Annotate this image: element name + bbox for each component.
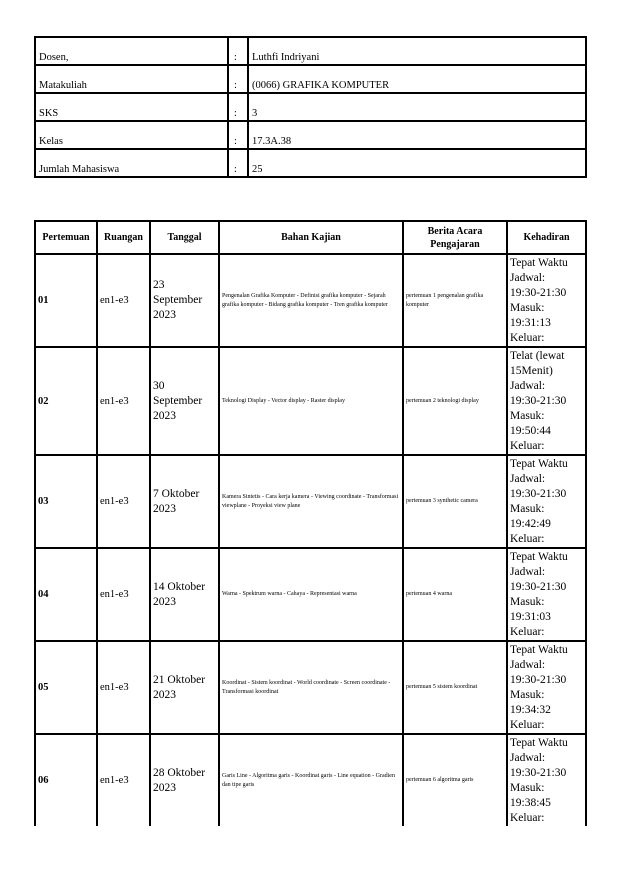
info-value: Luthfi Indriyani — [248, 37, 586, 65]
info-value: 25 — [248, 149, 586, 177]
attendance — [507, 734, 586, 826]
meeting-report: pertemuan 2 teknologi display — [403, 347, 507, 455]
info-value: (0066) GRAFIKA KOMPUTER — [248, 65, 586, 93]
info-row-dosen — [35, 37, 586, 65]
attendance-status: Tepat Waktu — [510, 458, 568, 470]
meeting-date: 14 Oktober 2023 — [150, 548, 219, 641]
attendance-line: 19:30-21:30 — [510, 767, 567, 779]
header-berita-acara: Berita Acara Pengajaran — [403, 221, 507, 254]
info-separator: : — [228, 65, 248, 93]
info-separator: : — [228, 37, 248, 65]
table-row — [35, 548, 586, 641]
meeting-topic: Kamera Sintetis - Cara kerja kamera - Viewing coordinate - Transformasi viewplane - Proyeksi view plane — [219, 455, 403, 548]
header-pertemuan: Pertemuan — [35, 221, 97, 254]
meeting-table — [34, 220, 587, 826]
attendance-line: Jadwal: — [510, 380, 546, 392]
meeting-room: en1-e3 — [97, 347, 150, 455]
header-tanggal: Tanggal — [150, 221, 219, 254]
attendance-line: Keluar: — [510, 626, 545, 638]
info-value: 17.3A.38 — [248, 121, 586, 149]
attendance — [507, 347, 586, 455]
attendance-line: Masuk: — [510, 302, 545, 314]
meeting-number: 05 — [35, 641, 97, 734]
meeting-date: 7 Oktober 2023 — [150, 455, 219, 548]
attendance-line: 15Menit) — [510, 365, 553, 377]
attendance-line: Keluar: — [510, 332, 545, 344]
table-row — [35, 455, 586, 548]
attendance-status: Tepat Waktu — [510, 644, 568, 656]
meeting-room: en1-e3 — [97, 641, 150, 734]
info-row-kelas — [35, 121, 586, 149]
meeting-topic: Warna - Spektrum warna - Cahaya - Representasi warna — [219, 548, 403, 641]
meeting-number: 06 — [35, 734, 97, 826]
meeting-number: 04 — [35, 548, 97, 641]
info-row-sks — [35, 93, 586, 121]
header-kehadiran: Kehadiran — [507, 221, 586, 254]
attendance-line: Masuk: — [510, 410, 545, 422]
info-label: Matakuliah — [35, 65, 228, 93]
info-label: Kelas — [35, 121, 228, 149]
attendance-status: Tepat Waktu — [510, 551, 568, 563]
info-value: 3 — [248, 93, 586, 121]
info-label: Dosen, — [35, 37, 228, 65]
attendance-line: Masuk: — [510, 503, 545, 515]
attendance-line: Keluar: — [510, 440, 545, 452]
meeting-topic: Teknologi Display - Vector display - Raster display — [219, 347, 403, 455]
attendance-line: 19:30-21:30 — [510, 674, 567, 686]
header-ruangan: Ruangan — [97, 221, 150, 254]
attendance-line: 19:30-21:30 — [510, 395, 567, 407]
meeting-date: 28 Oktober 2023 — [150, 734, 219, 826]
attendance-line: 19:30-21:30 — [510, 581, 567, 593]
attendance-line: Jadwal: — [510, 752, 546, 764]
meeting-number: 02 — [35, 347, 97, 455]
attendance — [507, 641, 586, 734]
info-separator: : — [228, 121, 248, 149]
attendance-status: Tepat Waktu — [510, 257, 568, 269]
attendance-status: Telat (lewat — [510, 350, 565, 362]
attendance-line: Masuk: — [510, 689, 545, 701]
table-row — [35, 734, 586, 826]
attendance-status: Tepat Waktu — [510, 737, 568, 749]
attendance-line: Masuk: — [510, 596, 545, 608]
attendance-line: 19:50:44 — [510, 425, 551, 437]
attendance-line: Keluar: — [510, 719, 545, 731]
meeting-room: en1-e3 — [97, 734, 150, 826]
attendance — [507, 548, 586, 641]
meeting-topic: Koordinat - Sistem koordinat - World coordinate - Screen coordinate - Transformasi koordinat — [219, 641, 403, 734]
attendance-line: 19:30-21:30 — [510, 488, 567, 500]
meeting-report: pertemuan 6 algoritma garis — [403, 734, 507, 826]
meeting-report: pertemuan 5 sistem koordinat — [403, 641, 507, 734]
meeting-date: 21 Oktober 2023 — [150, 641, 219, 734]
course-info-table — [34, 36, 587, 178]
info-row-jumlah-mahasiswa — [35, 149, 586, 177]
meeting-report: pertemuan 4 warna — [403, 548, 507, 641]
attendance-line: 19:42:49 — [510, 518, 551, 530]
attendance-line: Jadwal: — [510, 659, 546, 671]
meeting-room: en1-e3 — [97, 548, 150, 641]
meeting-room: en1-e3 — [97, 455, 150, 548]
info-label: Jumlah Mahasiswa — [35, 149, 228, 177]
attendance-line: Jadwal: — [510, 272, 546, 284]
attendance-line: 19:38:45 — [510, 797, 551, 809]
attendance-line: 19:31:03 — [510, 611, 551, 623]
attendance-line: 19:34:32 — [510, 704, 551, 716]
attendance-line: 19:30-21:30 — [510, 287, 567, 299]
meeting-table-header — [35, 221, 586, 254]
info-separator: : — [228, 149, 248, 177]
meeting-number: 03 — [35, 455, 97, 548]
info-label: SKS — [35, 93, 228, 121]
meeting-date: 23 September 2023 — [150, 254, 219, 347]
meeting-report: pertemuan 1 pengenalan grafika komputer — [403, 254, 507, 347]
meeting-room: en1-e3 — [97, 254, 150, 347]
table-row — [35, 641, 586, 734]
header-bahan-kajian: Bahan Kajian — [219, 221, 403, 254]
info-row-matakuliah — [35, 65, 586, 93]
attendance — [507, 254, 586, 347]
meeting-topic: Garis Line - Algoritma garis - Koordinat garis - Line equation - Gradien dan tipe garis — [219, 734, 403, 826]
attendance-line: 19:31:13 — [510, 317, 551, 329]
attendance-line: Keluar: — [510, 533, 545, 545]
table-row — [35, 254, 586, 347]
meeting-date: 30 September 2023 — [150, 347, 219, 455]
attendance — [507, 455, 586, 548]
attendance-line: Masuk: — [510, 782, 545, 794]
attendance-line: Keluar: — [510, 812, 545, 824]
attendance-line: Jadwal: — [510, 473, 546, 485]
attendance-line: Jadwal: — [510, 566, 546, 578]
meeting-report: pertemuan 3 synthetic camera — [403, 455, 507, 548]
meeting-topic: Pengenalan Grafika Komputer - Definisi grafika komputer - Sejarah grafika komputer - Bidang grafika komputer - Tren grafika komputer — [219, 254, 403, 347]
info-separator: : — [228, 93, 248, 121]
table-row — [35, 347, 586, 455]
meeting-number: 01 — [35, 254, 97, 347]
